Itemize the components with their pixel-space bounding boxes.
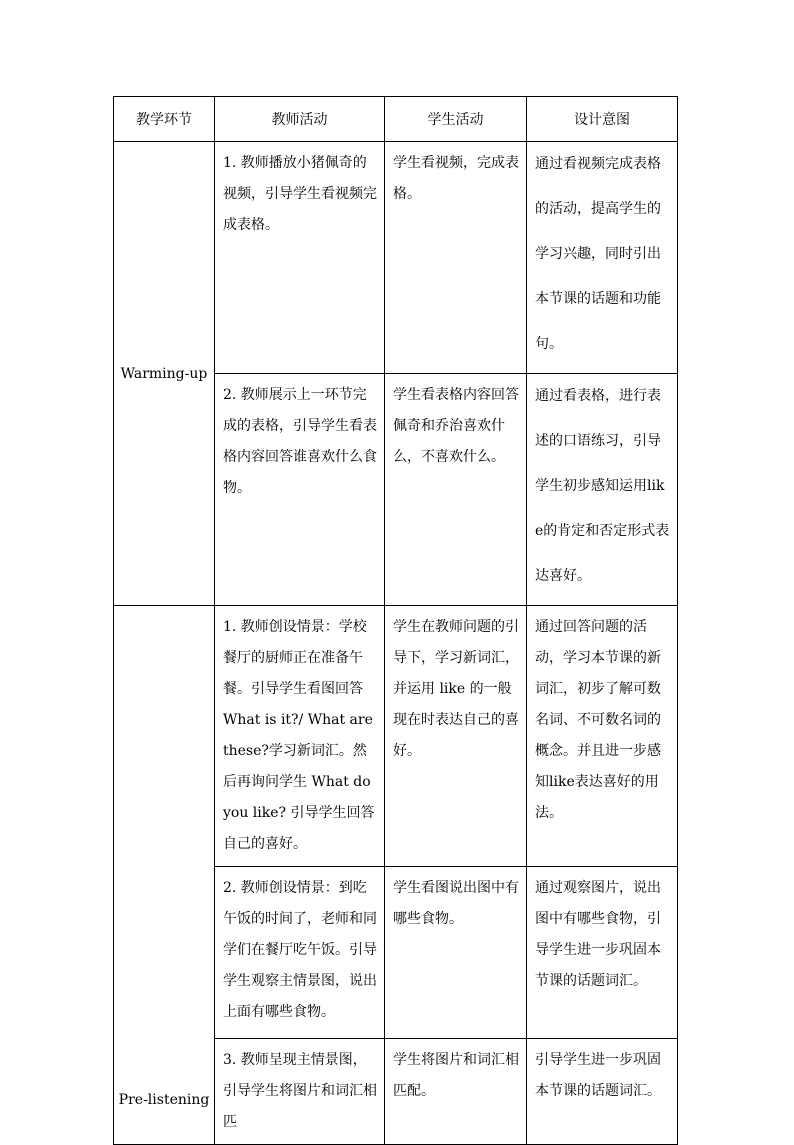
- design-intent: 通过看表格，进行表述的口语练习，引导学生初步感知运用like的肯定和否定形式表达喜好。: [535, 388, 670, 584]
- teacher-activity: 2. 教师创设情景：到吃午饭的时间了，老师和同学们在餐厅吃午饭。引导学生观察主情景图，说出上面有哪些食物。: [223, 880, 377, 1020]
- design-intent-cell: [527, 1039, 678, 1145]
- header-student-activity: 学生活动: [385, 97, 527, 142]
- student-activity: 学生看视频，完成表格。: [393, 155, 519, 202]
- teacher-activity: 1. 教师创设情景：学校餐厅的厨师正在准备午餐。引导学生看图回答 What is it?/ What are these?学习新词汇。然后再询问学生 What do you like? 引导学生回答自己的喜好。: [223, 619, 375, 852]
- student-activity: 学生看图说出图中有哪些食物。: [393, 880, 519, 927]
- teacher-activity-cell: [215, 606, 385, 867]
- teacher-activity: 3. 教师呈现主情景图，引导学生将图片和词汇相匹: [223, 1052, 377, 1130]
- stage-pre-listening: [114, 606, 215, 1145]
- table-row: [114, 606, 678, 867]
- student-activity-cell: [385, 867, 527, 1039]
- student-activity: 学生在教师问题的引导下，学习新词汇，并运用 like 的一般现在时表达自己的喜好。: [393, 619, 519, 759]
- teacher-activity-cell: [215, 867, 385, 1039]
- teacher-activity: 2. 教师展示上一环节完成的表格，引导学生看表格内容回答谁喜欢什么食物。: [223, 387, 377, 496]
- student-activity: 学生看表格内容回答佩奇和乔治喜欢什么，不喜欢什么。: [393, 387, 519, 465]
- student-activity-cell: [385, 1039, 527, 1145]
- header-row: [114, 97, 678, 142]
- table-row: [114, 142, 678, 374]
- student-activity-cell: [385, 142, 527, 374]
- design-intent-cell: [527, 374, 678, 606]
- stage-warming-up: Warming-up: [114, 142, 215, 606]
- header-stage: 教学环节: [114, 97, 215, 142]
- student-activity: 学生将图片和词汇相匹配。: [393, 1052, 519, 1099]
- header-design-intent: 设计意图: [527, 97, 678, 142]
- design-intent: 通过观察图片，说出图中有哪些食物，引导学生进一步巩固本节课的话题词汇。: [535, 880, 661, 989]
- teacher-activity-cell: [215, 142, 385, 374]
- design-intent: 通过回答问题的活动，学习本节课的新词汇，初步了解可数名词、不可数名词的概念。并且进一步感知like表达喜好的用法。: [535, 619, 661, 821]
- design-intent-cell: [527, 142, 678, 374]
- student-activity-cell: [385, 606, 527, 867]
- teacher-activity-cell: [215, 374, 385, 606]
- teacher-activity: 1. 教师播放小猪佩奇的视频，引导学生看视频完成表格。: [223, 155, 377, 233]
- design-intent: 引导学生进一步巩固本节课的话题词汇。: [535, 1052, 661, 1099]
- design-intent-cell: [527, 867, 678, 1039]
- design-intent-cell: [527, 606, 678, 867]
- student-activity-cell: [385, 374, 527, 606]
- lesson-plan-table: [113, 96, 678, 1145]
- header-teacher-activity: 教师活动: [215, 97, 385, 142]
- stage-label: Pre-listening: [118, 1092, 210, 1108]
- teacher-activity-cell: [215, 1039, 385, 1145]
- design-intent: 通过看视频完成表格的活动，提高学生的学习兴趣，同时引出本节课的话题和功能句。: [535, 156, 661, 352]
